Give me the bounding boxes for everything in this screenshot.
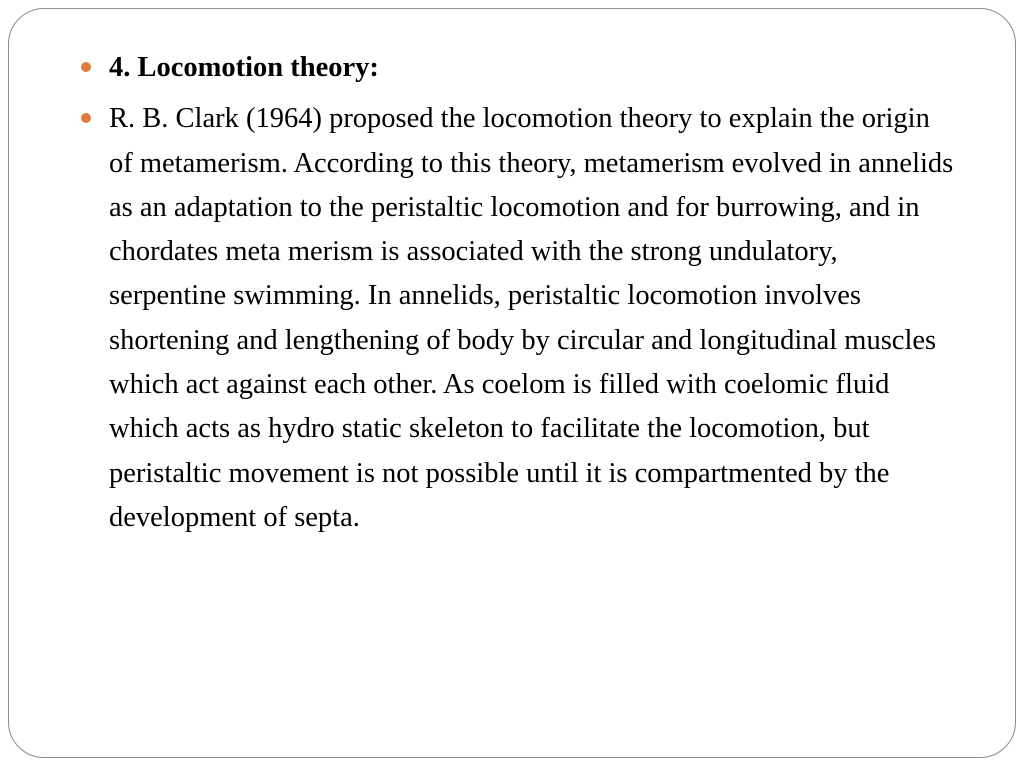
section-heading: 4. Locomotion theory: [109, 52, 379, 83]
body-paragraph: R. B. Clark (1964) proposed the locomotion theory to explain the origin of metamerism. According to this theory, metamerism evolved in annelids as an adaptation to the peristaltic locomotion and for burrowing, and in chordates meta merism is associated with the strong undulatory, serpentine swimming. In annelids, peristaltic locomotion involves shortening and lengthening of body by circular and longitudinal muscles which act against each other. As coelom is filled with coelomic fluid which acts as hydro static skeleton to facilitate the locomotion, but peristaltic movement is not possible until it is compartmented by the development of septa. [109, 103, 954, 533]
bullet-dot-icon [81, 62, 91, 72]
bullet-dot-icon [81, 113, 91, 123]
bullet-list [80, 46, 960, 547]
bullet-item-body [80, 97, 960, 540]
bullet-item-heading [80, 46, 960, 90]
